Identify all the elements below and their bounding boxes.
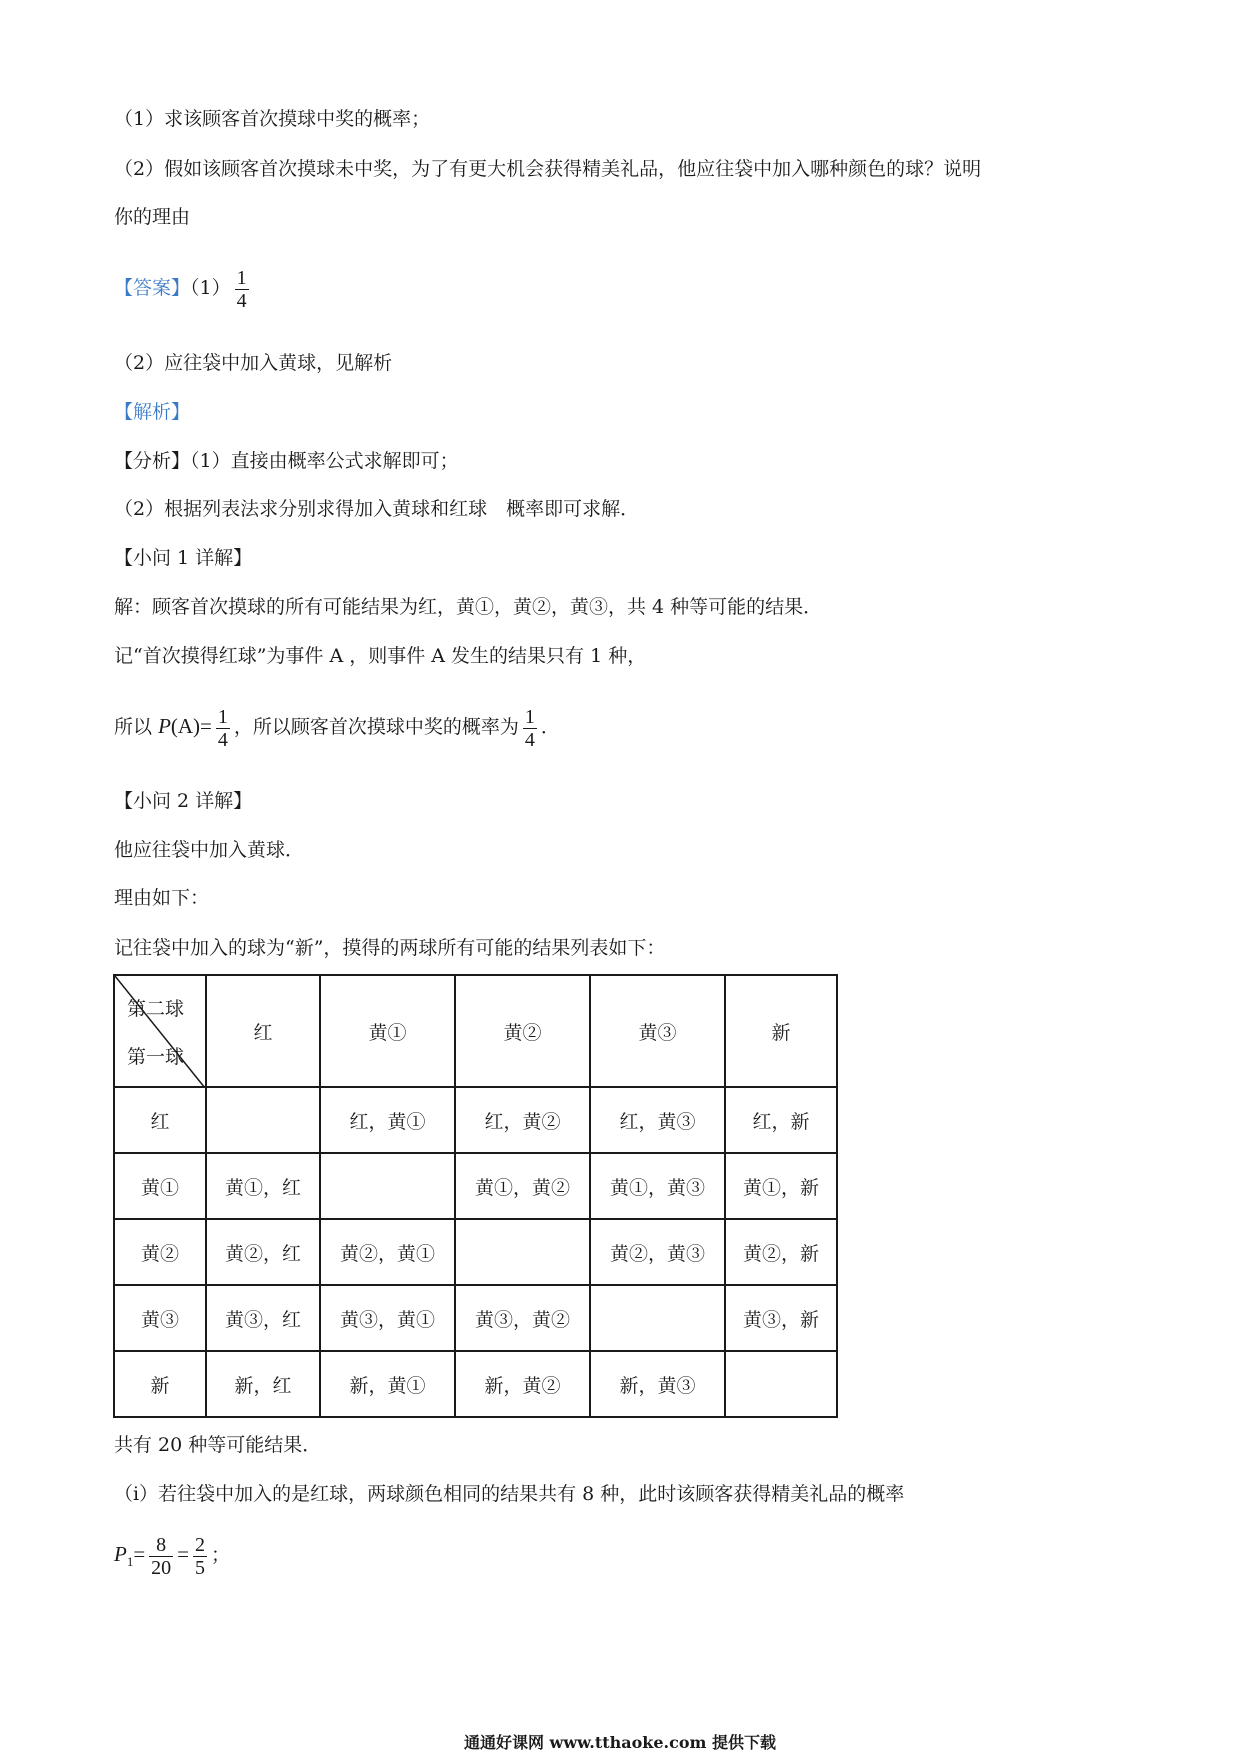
sub-question-2-line-1: 他应往袋中加入黄球．	[114, 839, 305, 861]
sub-question-2-line-2: 理由如下：	[114, 887, 210, 909]
fraction-numerator: 8	[156, 1533, 167, 1556]
so-text: 所以	[114, 716, 153, 738]
p1-symbol: P	[114, 1542, 127, 1566]
table-cell: 新，黄②	[455, 1351, 590, 1417]
table-cell: 新，黄③	[590, 1351, 725, 1417]
page-footer: 通通好课网 www.tthaoke.com 提供下载	[463, 1733, 777, 1752]
column-header: 新	[725, 975, 837, 1087]
p1-fraction-1	[149, 1534, 173, 1579]
fraction-denominator: 20	[151, 1556, 172, 1579]
table-row	[114, 1219, 837, 1285]
column-header: 黄①	[320, 975, 455, 1087]
sub-question-2-title: 【小问 2 详解】	[114, 790, 253, 812]
row-header: 新	[114, 1351, 206, 1417]
sub-question-2-line-3: 记往袋中加入的球为“新”，摸得的两球所有可能的结果列表如下：	[114, 937, 666, 959]
fraction-numerator: 1	[217, 705, 228, 728]
probability-fraction-2	[523, 706, 537, 751]
table-cell: 黄③，黄①	[320, 1285, 455, 1351]
corner-first-ball: 第一球	[127, 1046, 185, 1068]
sub-question-1-title: 【小问 1 详解】	[114, 547, 253, 569]
row-header: 黄③	[114, 1285, 206, 1351]
table-cell: 黄③，红	[206, 1285, 320, 1351]
answer-label: 【答案】	[114, 277, 191, 299]
equals-sign: =	[200, 714, 212, 738]
table-cell: 黄①，红	[206, 1153, 320, 1219]
question-2-line-2: 你的理由	[114, 206, 191, 228]
column-header: 黄③	[590, 975, 725, 1087]
diagonal-divider	[115, 976, 205, 1088]
table-row	[114, 1153, 837, 1219]
table-cell	[725, 1351, 837, 1417]
table-row	[114, 1351, 837, 1417]
table-row	[114, 1285, 837, 1351]
answer-1-prefix: （1）	[190, 277, 231, 299]
table-cell: 红，黄②	[455, 1087, 590, 1153]
p-symbol: P	[158, 714, 171, 738]
answer-1-line	[114, 262, 253, 314]
end-punctuation: ．	[540, 716, 560, 738]
table-cell: 红，黄③	[590, 1087, 725, 1153]
probability-fraction-1	[216, 706, 230, 751]
table-cell: 黄③，新	[725, 1285, 837, 1351]
table-cell: 黄②，红	[206, 1219, 320, 1285]
total-outcomes: 共有 20 种等可能结果．	[114, 1434, 322, 1456]
fraction-denominator: 5	[195, 1556, 206, 1579]
question-2-line-1: （2）假如该顾客首次摸球未中奖，为了有更大机会获得精美礼品，他应往袋中加入哪种颜色的球？说明	[114, 158, 982, 180]
table-cell: 黄②，黄③	[590, 1219, 725, 1285]
p-argument: (A)	[170, 714, 201, 738]
table-cell: 黄①，黄②	[455, 1153, 590, 1219]
fraction-numerator: 1	[524, 705, 535, 728]
table-cell	[590, 1285, 725, 1351]
p1-subscript: 1	[126, 1553, 134, 1569]
corner-second-ball: 第二球	[127, 998, 185, 1020]
p1-fraction-2	[193, 1534, 207, 1579]
table-header-row	[114, 975, 837, 1087]
analysis-line-2: （2）根据列表法求分别求得加入黄球和红球 概率即可求解．	[114, 498, 640, 520]
table-cell: 黄②，新	[725, 1219, 837, 1285]
answer-2: （2）应往袋中加入黄球，见解析	[114, 352, 393, 374]
fraction-denominator: 4	[524, 728, 535, 751]
row-header: 黄①	[114, 1153, 206, 1219]
question-1: （1）求该顾客首次摸球中奖的概率；	[114, 108, 431, 130]
row-header: 红	[114, 1087, 206, 1153]
table-cell	[206, 1087, 320, 1153]
equals-sign: =	[133, 1542, 146, 1566]
table-cell: 黄②，黄①	[320, 1219, 455, 1285]
table-cell: 红，黄①	[320, 1087, 455, 1153]
fraction-numerator: 2	[195, 1533, 206, 1556]
sub-question-1-line-2: 记“首次摸得红球”为事件 A ，则事件 A 发生的结果只有 1 种，	[114, 645, 647, 667]
table-cell	[455, 1219, 590, 1285]
conclusion-text: ，所以顾客首次摸球中奖的概率为	[233, 716, 519, 738]
sub-question-1-line-1: 解：顾客首次摸球的所有可能结果为红，黄①，黄②，黄③，共 4 种等可能的结果．	[114, 596, 823, 618]
case-i-text: （i）若往袋中加入的是红球，两球颜色相同的结果共有 8 种，此时该顾客获得精美礼品的概率	[114, 1483, 905, 1505]
fraction-denominator: 4	[236, 289, 247, 312]
row-header: 黄②	[114, 1219, 206, 1285]
table-row	[114, 1087, 837, 1153]
column-header: 红	[206, 975, 320, 1087]
fraction-denominator: 4	[217, 728, 228, 751]
table-cell: 黄①，新	[725, 1153, 837, 1219]
fraction-numerator: 1	[236, 266, 247, 289]
column-header: 黄②	[455, 975, 590, 1087]
table-cell: 新，红	[206, 1351, 320, 1417]
table-cell: 黄①，黄③	[590, 1153, 725, 1219]
analysis-label: 【解析】	[114, 401, 191, 423]
p1-formula	[114, 1528, 230, 1588]
outcome-table	[113, 974, 838, 1418]
analysis-line-1: 【分析】（1）直接由概率公式求解即可；	[114, 450, 459, 472]
table-cell: 红，新	[725, 1087, 837, 1153]
table-corner-cell	[114, 975, 206, 1087]
table-cell: 黄③，黄②	[455, 1285, 590, 1351]
table-cell: 新，黄①	[320, 1351, 455, 1417]
answer-1-fraction	[235, 267, 249, 312]
equals-sign: =	[177, 1542, 190, 1566]
table-cell	[320, 1153, 455, 1219]
probability-line	[114, 700, 560, 753]
end-punctuation: ；	[211, 1544, 231, 1566]
